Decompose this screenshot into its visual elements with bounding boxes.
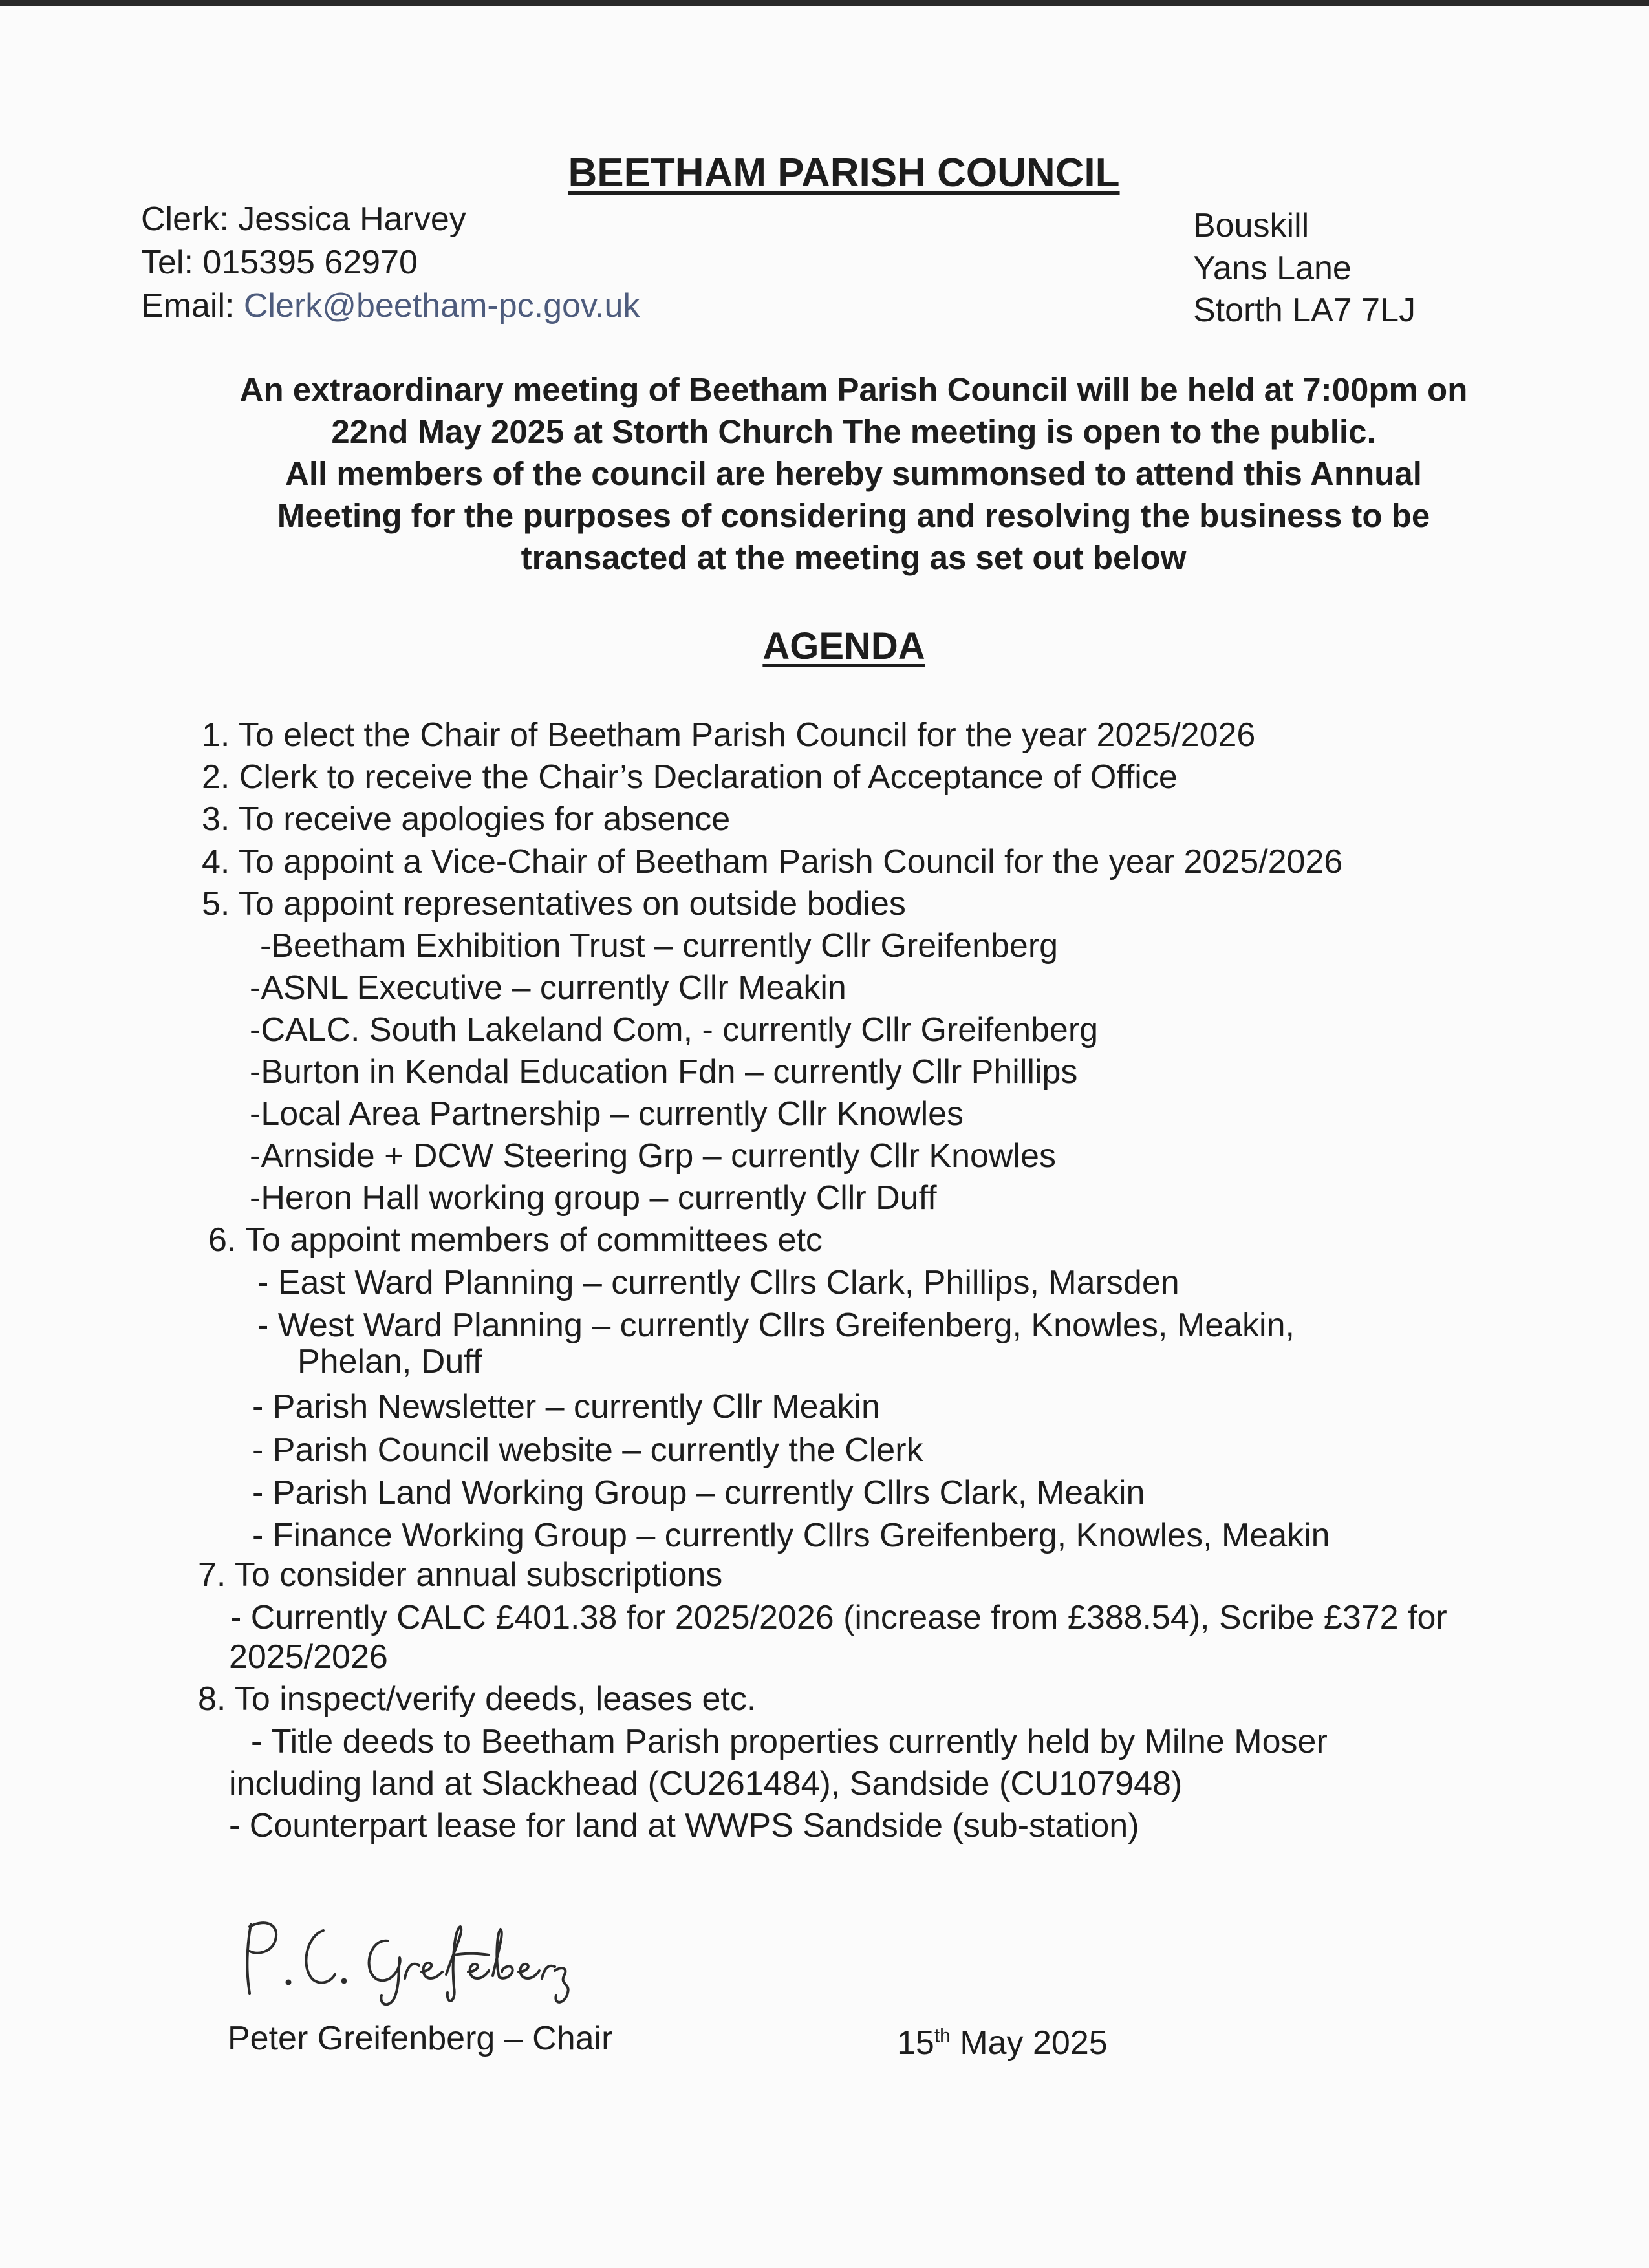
clerk-email-line [141,284,640,327]
agenda-subitem: - Parish Council website – currently the Clerk [252,1431,923,1469]
email-label: Email: [141,287,244,325]
notice-line: 22nd May 2025 at Storth Church The meeting is open to the public. [331,413,1376,450]
agenda-subitem: -ASNL Executive – currently Cllr Meakin [250,969,846,1007]
date-month-year: May 2025 [950,2024,1108,2062]
scan-edge [0,0,1649,6]
date-day: 15 [897,2024,934,2062]
document-date [897,2022,1108,2064]
agenda-subitem: - Parish Land Working Group – currently Cllrs Clark, Meakin [252,1474,1145,1512]
agenda-subitem: -Heron Hall working group – currently Cllr Duff [250,1179,937,1217]
notice-line: All members of the council are hereby summonsed to attend this Annual [285,455,1422,492]
agenda-subitem-continued: 2025/2026 [229,1638,388,1676]
address-line-2: Yans Lane [1193,250,1352,287]
notice-line: Meeting for the purposes of considering and resolving the business to be [277,497,1430,534]
agenda-subitem: - East Ward Planning – currently Cllrs Clark, Phillips, Marsden [257,1264,1180,1301]
agenda-subitem: - Currently CALC £401.38 for 2025/2026 (increase from £388.54), Scribe £372 for [230,1599,1447,1636]
agenda-item: 3. To receive apologies for absence [202,800,731,838]
agenda-heading: AGENDA [762,625,925,667]
agenda-subitem: - Parish Newsletter – currently Cllr Meakin [252,1388,880,1426]
agenda-subitem: -Burton in Kendal Education Fdn – currently Cllr Phillips [250,1053,1078,1091]
agenda-item: 2. Clerk to receive the Chair’s Declaration of Acceptance of Office [202,758,1178,796]
agenda-subitem: - Counterpart lease for land at WWPS Sandside (sub-station) [229,1807,1139,1845]
email-link[interactable]: Clerk@beetham-pc.gov.uk [243,287,640,325]
agenda-subitem: -Arnside + DCW Steering Grp – currently Cllr Knowles [250,1137,1056,1175]
agenda-subitem: - Finance Working Group – currently Cllrs Greifenberg, Knowles, Meakin [252,1517,1330,1554]
address-line-1: Bouskill [1193,207,1310,244]
chair-name: Peter Greifenberg – Chair [228,2020,613,2057]
agenda-item: 4. To appoint a Vice-Chair of Beetham Parish Council for the year 2025/2026 [202,843,1343,881]
agenda-subitem: - Title deeds to Beetham Parish properties currently held by Milne Moser [251,1723,1328,1760]
agenda-item: 5. To appoint representatives on outside bodies [202,885,906,923]
date-suffix: th [934,2025,951,2047]
agenda-item: 1. To elect the Chair of Beetham Parish Council for the year 2025/2026 [202,716,1256,754]
council-title: BEETHAM PARISH COUNCIL [568,151,1120,195]
agenda-subitem: -Beetham Exhibition Trust – currently Cllr Greifenberg [260,927,1059,965]
agenda-item: 7. To consider annual subscriptions [198,1556,723,1594]
notice-line: transacted at the meeting as set out below [521,539,1187,576]
notice-line: An extraordinary meeting of Beetham Parish Council will be held at 7:00pm on [239,371,1468,408]
agenda-subitem: - West Ward Planning – currently Cllrs Greifenberg, Knowles, Meakin, [257,1307,1295,1344]
clerk-phone: Tel: 015395 62970 [141,244,418,281]
agenda-subitem: -CALC. South Lakeland Com, - currently Cllr Greifenberg [250,1011,1099,1049]
meeting-notice [78,369,1630,579]
address-line-3: Storth LA7 7LJ [1193,292,1416,329]
agenda-subitem: -Local Area Partnership – currently Cllr Knowles [250,1095,964,1133]
clerk-name: Clerk: Jessica Harvey [141,200,466,238]
agenda-item: 6. To appoint members of committees etc [208,1221,823,1259]
agenda-subitem-continued: Phelan, Duff [297,1343,482,1380]
agenda-item: 8. To inspect/verify deeds, leases etc. [198,1680,757,1718]
handwritten-signature [241,1912,577,2009]
agenda-subitem-continued: including land at Slackhead (CU261484), Sandside (CU107948) [229,1765,1183,1803]
